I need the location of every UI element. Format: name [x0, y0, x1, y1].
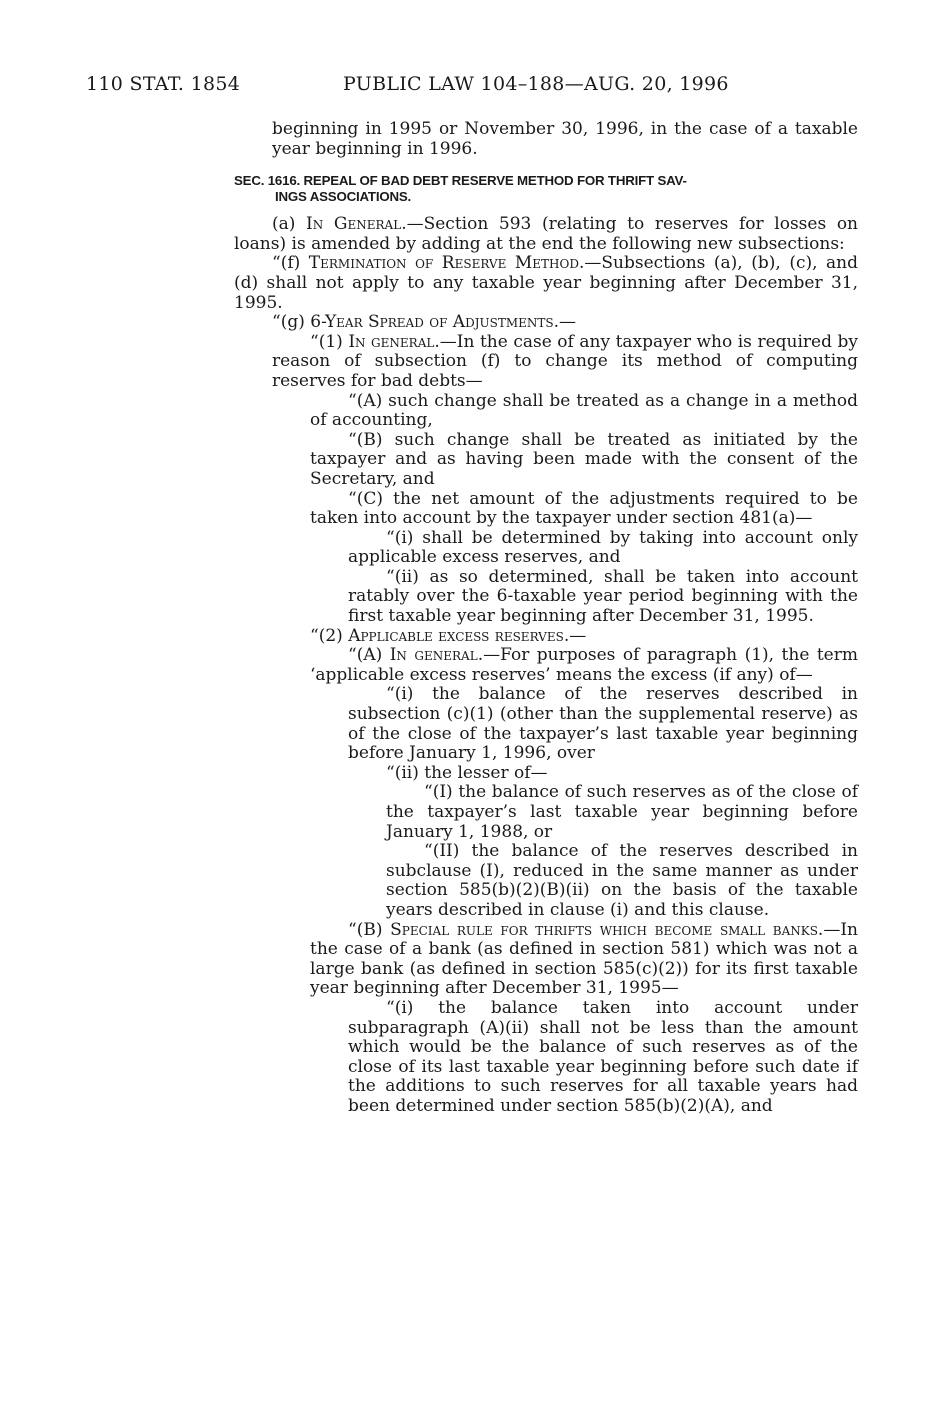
clause-g1Cii: “(ii) as so determined, shall be taken into account ratably over the 6-taxable year period beginning with the first taxable year beginning after December 31, 1995. — [348, 566, 858, 627]
subparagraph-g1B: “(B) such change shall be treated as initiated by the taxpayer and as having been made with the consent of the Secretary, and — [310, 429, 858, 489]
paragraph-g1-text: .—In the case of any taxpayer who is required by reason of subsection (f) to change its method of computing reserves for bad debts— — [272, 331, 858, 391]
subsection-a — [234, 215, 858, 254]
clause-g2Ai: “(i) the balance of the reserves described in subsection (c)(1) (other than the supplemental reserve) as of the close of the taxpayer’s last taxable year beginning before January 1, 1996, over — [348, 684, 858, 764]
intro-paragraph: beginning in 1995 or November 30, 1996, in the case of a taxable year beginning in 1996. — [272, 119, 858, 159]
paragraph-g2-caption: Applicable excess reserves — [348, 625, 564, 646]
subclause-g2AiiI: “(I) the balance of such reserves as of the close of the taxpayer’s last taxable year beginning before January 1, 1988, or — [386, 782, 858, 842]
subsection-g-caption: 6-Year Spread of Adjustments — [310, 312, 554, 333]
paragraph-g2 — [234, 627, 858, 647]
subsection-g-text: .— — [553, 312, 577, 333]
subparagraph-g2B-label: “(B) — [348, 919, 391, 940]
clause-g2Bi: “(i) the balance taken into account under subparagraph (A)(ii) shall not be less than the amount which would be the balance of such reserves as of the close of its last taxable year beginning before such date if the additions to such reserves for all taxable years had been determined under section 585(b)(2)(A), and — [348, 997, 858, 1116]
clause-g1Ci: “(i) shall be determined by taking into account only applicable excess reserves, and — [348, 527, 858, 568]
subsection-g — [234, 313, 858, 333]
section-heading-line2: INGS ASSOCIATIONS. — [275, 189, 412, 205]
subsection-a-label: (a) — [272, 214, 307, 235]
public-law-title: PUBLIC LAW 104–188—AUG. 20, 1996 — [343, 73, 729, 95]
subsection-f-label: “(f) — [272, 253, 309, 274]
subsection-f — [234, 254, 858, 313]
subsection-g-label: “(g) — [272, 312, 311, 333]
subparagraph-g2A-text: .—For purposes of paragraph (1), the term ‘applicable excess reserves’ means the excess (if any) of— — [310, 645, 858, 685]
clause-g2Aii: “(ii) the lesser of— — [386, 762, 548, 783]
subparagraph-g1A: “(A) such change shall be treated as a change in a method of accounting, — [310, 390, 858, 431]
subsection-a-caption: In General — [306, 214, 402, 235]
paragraph-g1 — [234, 333, 858, 392]
page-header — [86, 73, 846, 103]
subparagraph-g2A-caption: In general — [389, 645, 478, 666]
subsection-a-text: .—Section 593 (relating to reserves for losses on loans) is amended by adding at the end the following new subsections: — [234, 214, 858, 254]
paragraph-g2-text: .— — [563, 625, 587, 646]
subsection-f-caption: Termination of Reserve Method — [308, 253, 579, 274]
section-heading-line1: SEC. 1616. REPEAL OF BAD DEBT RESERVE METHOD FOR THRIFT SAV- — [234, 173, 687, 189]
section-heading — [234, 173, 858, 205]
subparagraph-g2A — [234, 646, 858, 685]
statute-citation: 110 STAT. 1854 — [86, 73, 241, 95]
subparagraph-g2B — [234, 921, 858, 999]
paragraph-g1-caption: In general — [348, 331, 435, 352]
subparagraph-g2B-text: .—In the case of a bank (as defined in section 581) which was not a large bank (as defined in section 585(c)(2)) for its first taxable year beginning after December 31, 1995— — [310, 919, 858, 999]
document-body — [234, 120, 858, 1117]
paragraph-g2-label: “(2) — [310, 625, 349, 646]
subsection-f-text: .—Subsections (a), (b), (c), and (d) shall not apply to any taxable year beginning after December 31, 1995. — [234, 253, 859, 313]
subparagraph-g1C: “(C) the net amount of the adjustments required to be taken into account by the taxpayer under section 481(a)— — [310, 488, 858, 529]
paragraph-g1-label: “(1) — [310, 331, 349, 352]
subparagraph-g2B-caption: Special rule for thrifts which become small banks — [390, 919, 818, 940]
subclause-g2AiiII: “(II) the balance of the reserves described in subclause (I), reduced in the same manner as under section 585(b)(2)(B)(ii) on the basis of the taxable years described in clause (i) and this clause. — [386, 841, 858, 920]
subparagraph-g2A-label: “(A) — [348, 645, 390, 666]
